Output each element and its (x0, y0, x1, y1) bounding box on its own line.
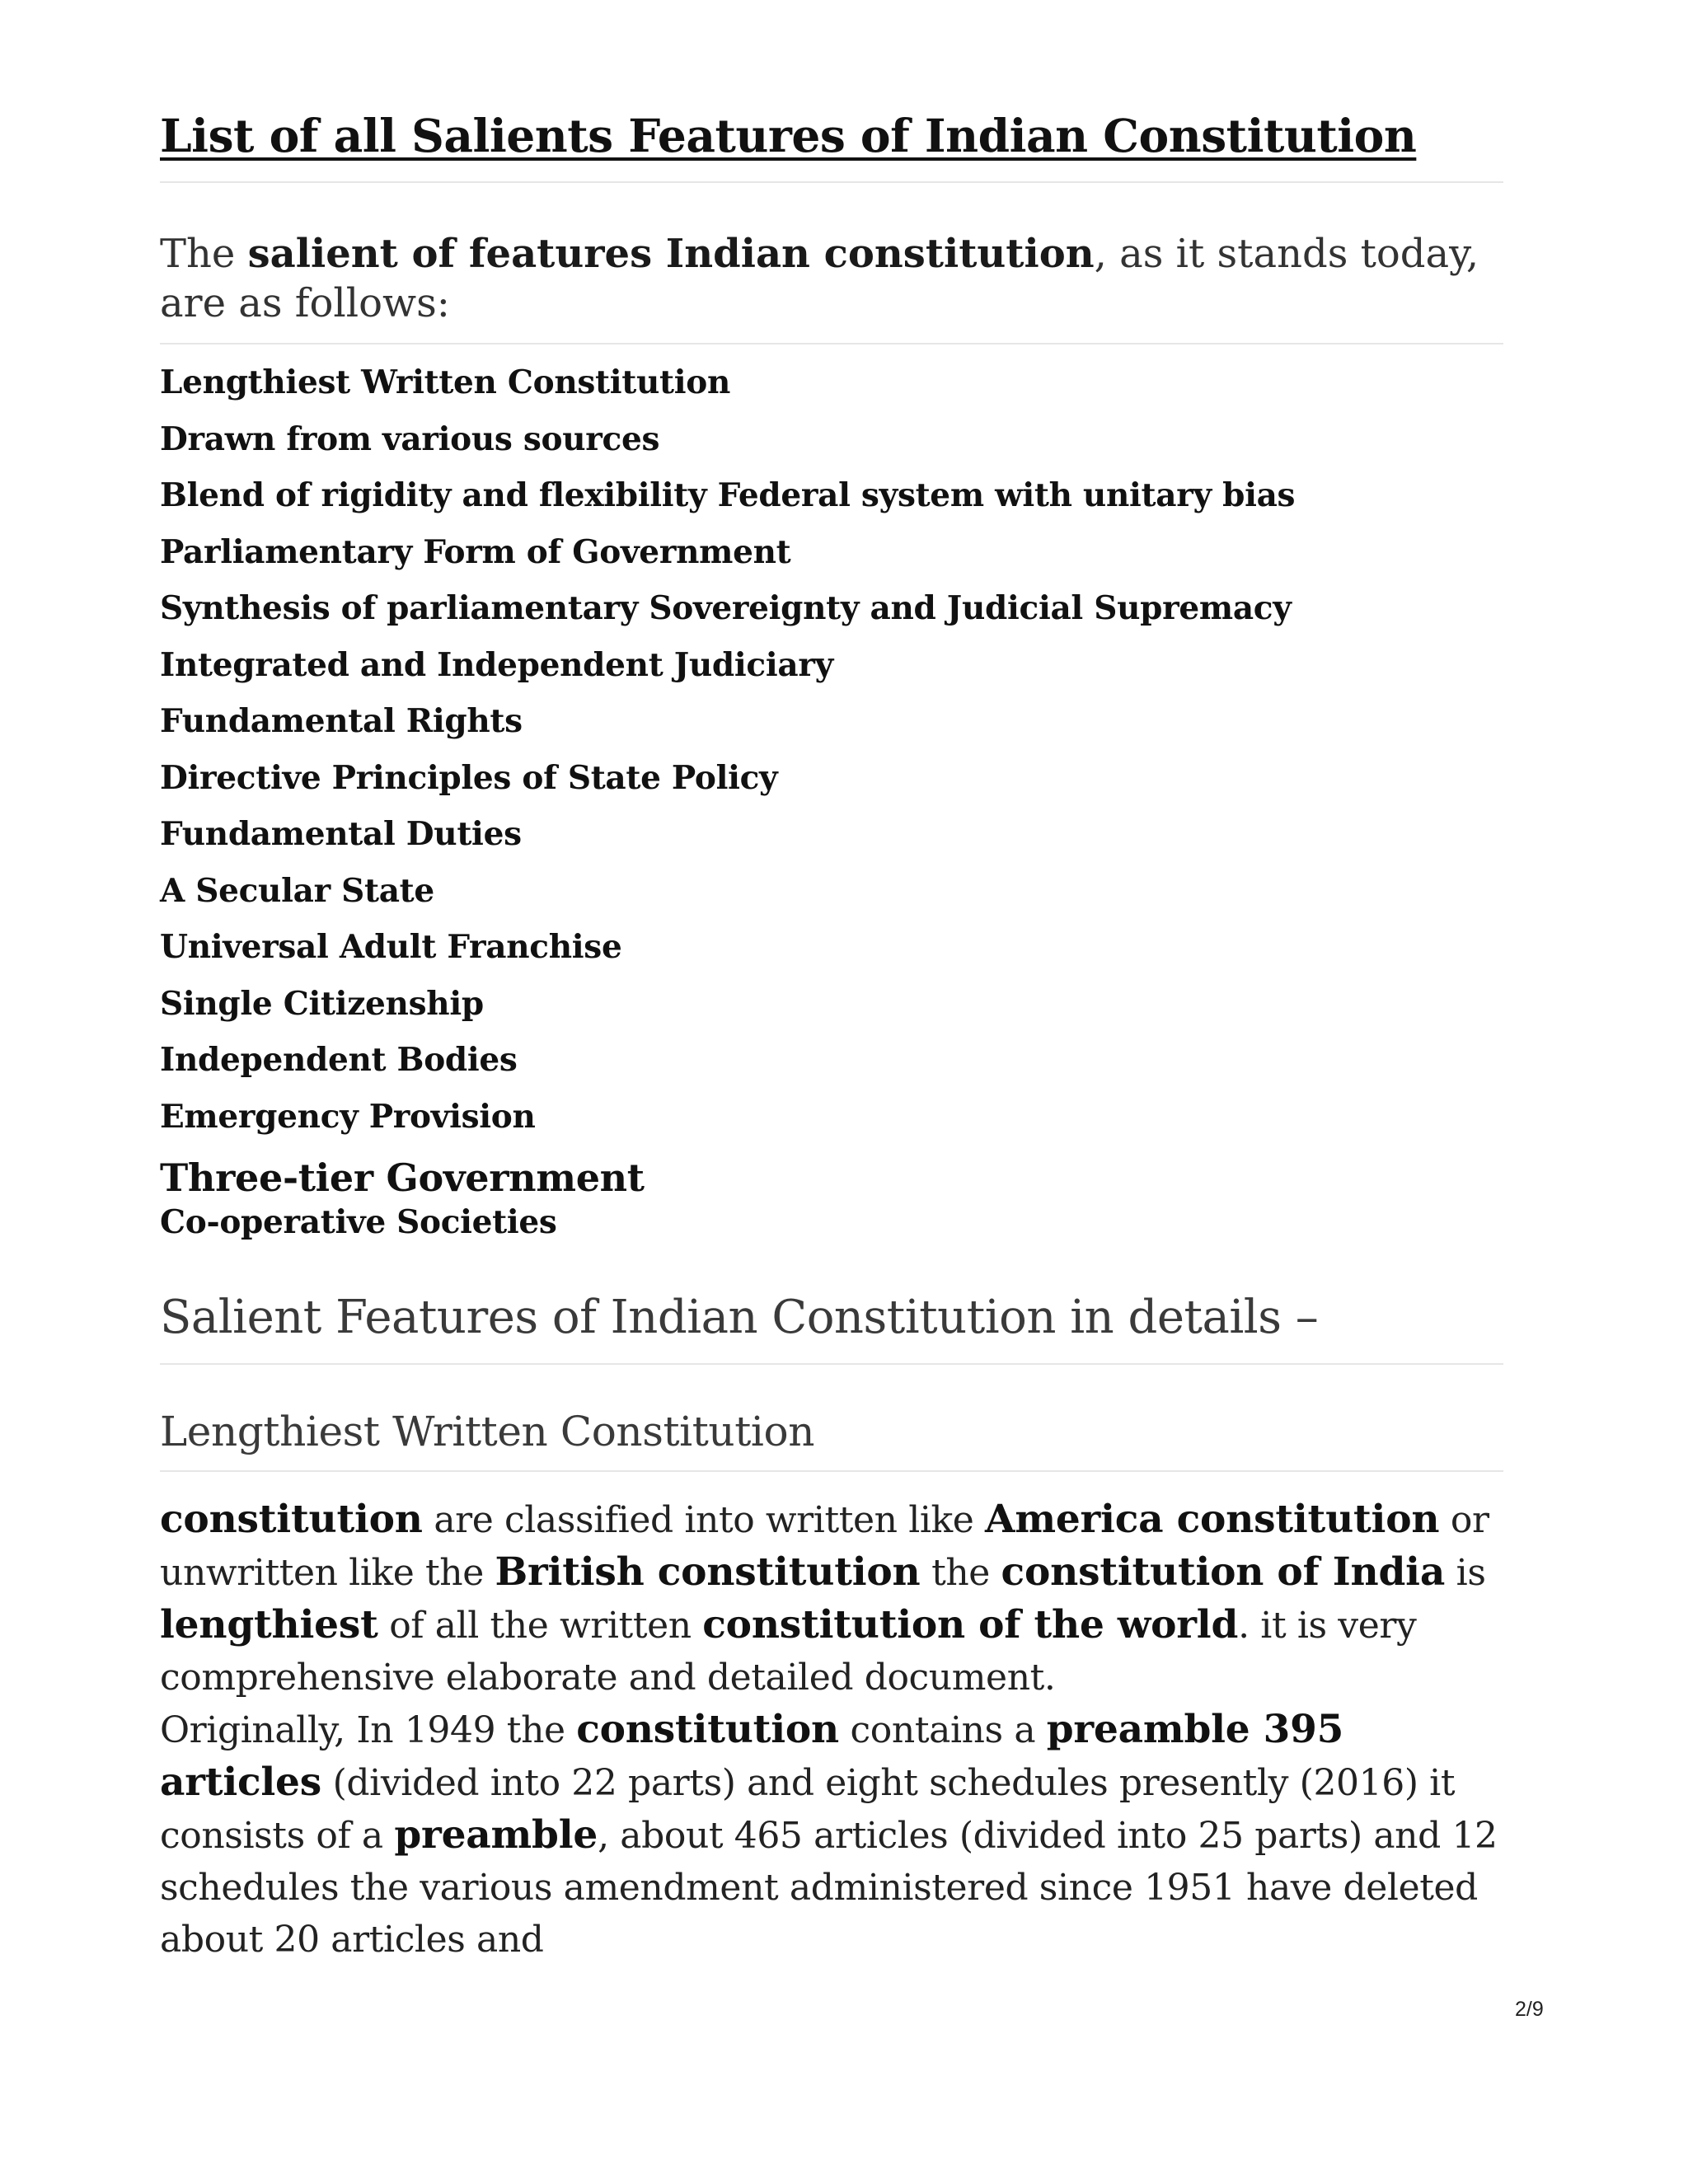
body-bold: preamble (394, 1812, 598, 1858)
feature-item: Directive Principles of State Policy (160, 758, 778, 797)
feature-item: Drawn from various sources (160, 419, 660, 458)
feature-item: Blend of rigidity and flexibility Federal system with unitary bias (160, 476, 1296, 514)
intro-divider (160, 343, 1503, 344)
intro-emphasis: salient of features Indian constitution (247, 231, 1095, 277)
body-text: , about 465 articles (divided into 25 parts) and 12 schedules the various amendment administered since 1951 have deleted about 20 articles and (160, 1815, 1498, 1961)
body-text: . it is very comprehensive elaborate and detailed document. (160, 1605, 1417, 1699)
body-text: of all the written (377, 1605, 703, 1647)
section-divider (160, 1363, 1503, 1365)
feature-item: Integrated and Independent Judiciary (160, 645, 833, 684)
feature-item: Parliamentary Form of Government (160, 532, 791, 571)
feature-item-cooperative: Co-operative Societies (160, 1203, 557, 1241)
feature-item: Lengthiest Written Constitution (160, 363, 731, 401)
feature-item: A Secular State (160, 871, 434, 910)
body-text: are classified into written like (422, 1499, 986, 1541)
body-text: is (1445, 1552, 1486, 1594)
body-bold: constitution (160, 1497, 423, 1542)
sub-heading-divider (160, 1470, 1503, 1472)
body-bold: constitution (576, 1707, 839, 1752)
body-text: (divided into 22 parts) and eight schedules presently (2016) it consists of a (160, 1762, 1456, 1857)
feature-item: Single Citizenship (160, 984, 484, 1023)
body-bold: America constitution (985, 1497, 1440, 1542)
page-title: List of all Salients Features of Indian Constitution (160, 109, 1417, 162)
body-bold: constitution of the world (702, 1602, 1239, 1647)
feature-item: Universal Adult Franchise (160, 928, 622, 966)
intro-paragraph (160, 229, 1503, 328)
feature-item: Emergency Provision (160, 1097, 536, 1136)
feature-item: Synthesis of parliamentary Sovereignty and Judicial Supremacy (160, 589, 1292, 627)
body-bold: preamble 395 articles (160, 1707, 1344, 1805)
body-text: contains a (838, 1709, 1047, 1751)
body-bold: lengthiest (160, 1602, 378, 1647)
page-number: 2/9 (1515, 1998, 1544, 2021)
body-text: Originally, In 1949 the (160, 1709, 577, 1751)
body-text: or unwritten like the (160, 1499, 1489, 1594)
section-heading: Salient Features of Indian Constitution in details – (160, 1291, 1319, 1344)
title-divider (160, 181, 1503, 183)
intro-text-start: The (160, 231, 248, 277)
intro-text-end: , as it stands today, are as follows: (160, 231, 1479, 326)
feature-item-three-tier: Three-tier Government (160, 1155, 645, 1200)
feature-item: Independent Bodies (160, 1041, 518, 1079)
body-text: the (920, 1552, 1001, 1594)
features-list (160, 354, 1295, 1145)
sub-heading: Lengthiest Written Constitution (160, 1408, 815, 1455)
feature-item: Fundamental Duties (160, 815, 522, 853)
body-bold: British constitution (495, 1549, 921, 1595)
feature-item: Fundamental Rights (160, 702, 523, 740)
body-paragraph (160, 1493, 1512, 1966)
body-bold: constitution of India (1001, 1549, 1446, 1595)
